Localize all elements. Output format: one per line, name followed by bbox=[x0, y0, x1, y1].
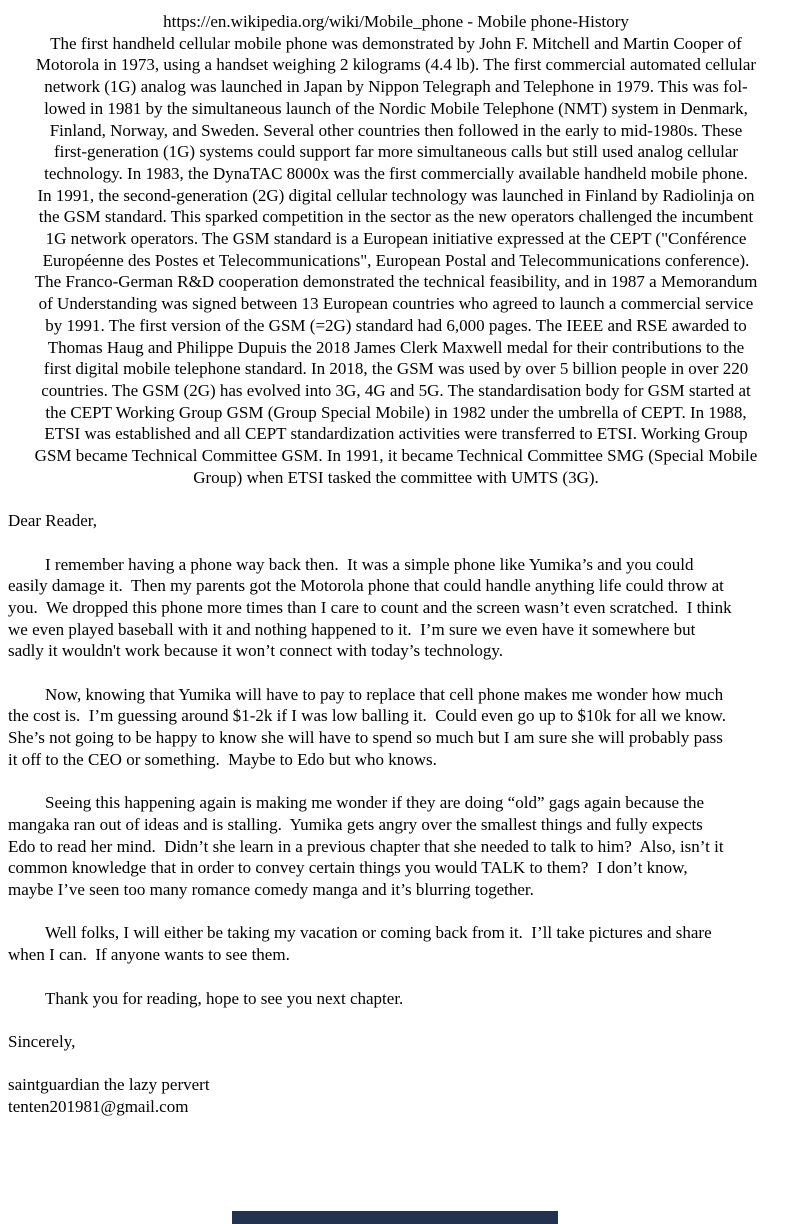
text-line: when I can. If anyone wants to see them. bbox=[8, 945, 290, 965]
letter-paragraph-1 bbox=[8, 554, 784, 663]
text-line: sadly it wouldn't work because it won’t connect with today’s technology. bbox=[8, 641, 504, 661]
text-line: the CEPT Working Group GSM (Group Special Mobile) in 1982 under the umbrella of CEPT. In 1988, bbox=[45, 402, 747, 422]
text-line: technology. In 1983, the DynaTAC 8000x was the first commercially available handheld mobile phone. bbox=[44, 163, 748, 183]
text-line: Edo to read her mind. Didn’t she learn in a previous chapter that she needed to talk to him? Also, isn’t it bbox=[8, 836, 724, 856]
source-url-line: https://en.wikipedia.org/wiki/Mobile_phone - Mobile phone-History bbox=[163, 12, 629, 31]
text-line: Motorola in 1973, using a handset weighing 2 kilograms (4.4 lb). The first commercial automated cellular bbox=[35, 55, 757, 75]
text-line: by 1991. The first version of the GSM (=2G) standard had 6,000 pages. The IEEE and RSE awarded to bbox=[45, 315, 747, 335]
text-line: 1G network operators. The GSM standard is a European initiative expressed at the CEPT ("Conférence bbox=[45, 229, 747, 249]
text-line: Now, knowing that Yumika will have to pay to replace that cell phone makes me wonder how much bbox=[45, 684, 724, 704]
closing: Sincerely, bbox=[8, 1031, 76, 1051]
text-line: we even played baseball with it and nothing happened to it. I’m sure we even have it somewhere but bbox=[8, 619, 696, 639]
text-line: ETSI was established and all CEPT standardization activities were transferred to ETSI. Working Group bbox=[44, 424, 748, 444]
text-line: I remember having a phone way back then. It was a simple phone like Yumika’s and you could bbox=[45, 554, 694, 574]
text-line: network (1G) analog was launched in Japan by Nippon Telegraph and Telephone in 1979. This was fol- bbox=[44, 77, 748, 97]
wikipedia-excerpt bbox=[8, 33, 784, 489]
text-line: it off to the CEO or something. Maybe to Edo but who knows. bbox=[8, 749, 437, 769]
text-line: Thank you for reading, hope to see you next chapter. bbox=[45, 988, 404, 1008]
text-line: common knowledge that in order to convey certain things you would TALK to them? I don’t know, bbox=[8, 858, 688, 878]
text-line: countries. The GSM (2G) has evolved into 3G, 4G and 5G. The standardisation body for GSM started at bbox=[41, 380, 751, 400]
text-line: you. We dropped this phone more times than I care to count and the screen wasn’t even scratched. I think bbox=[8, 597, 732, 617]
text-line: Thomas Haug and Philippe Dupuis the 2018 James Clerk Maxwell medal for their contributions to the bbox=[47, 337, 745, 357]
text-line: Finland, Norway, and Sweden. Several other countries then followed in the early to mid-1980s. These bbox=[49, 120, 743, 140]
text-line: The first handheld cellular mobile phone was demonstrated by John F. Mitchell and Martin Cooper of bbox=[50, 33, 742, 53]
text-line: mangaka ran out of ideas and is stalling. Yumika gets angry over the smallest things and fully expects bbox=[8, 814, 703, 834]
letter-paragraph-3 bbox=[8, 792, 784, 901]
text-line: the cost is. I’m guessing around $1-2k if I was low balling it. Could even go up to $10k for all we know. bbox=[8, 706, 726, 726]
letter-paragraph-5 bbox=[8, 988, 784, 1010]
salutation: Dear Reader, bbox=[8, 511, 97, 531]
signature-block bbox=[8, 1074, 784, 1117]
text-line: The Franco-German R&D cooperation demonstrated the technical feasibility, and in 1987 a Memorandum bbox=[34, 272, 758, 292]
text-line: She’s not going to be happy to know she will have to spend so much but I am sure she will probably pass bbox=[8, 728, 723, 748]
text-line: easily damage it. Then my parents got the Motorola phone that could handle anything life could throw at bbox=[8, 576, 724, 596]
text-line: of Understanding was signed between 13 European countries who agreed to launch a commercial service bbox=[38, 294, 754, 314]
text-line: first digital mobile telephone standard. In 2018, the GSM was used by over 5 billion people in over 220 bbox=[43, 359, 749, 379]
text-line: GSM became Technical Committee GSM. In 1991, it became Technical Committee SMG (Special Mobile bbox=[34, 446, 758, 466]
text-line: Seeing this happening again is making me wonder if they are doing “old” gags again because the bbox=[45, 793, 705, 813]
text-line: maybe I’ve seen too many romance comedy manga and it’s blurring together. bbox=[8, 880, 534, 900]
text-line: Group) when ETSI tasked the committee with UMTS (3G). bbox=[193, 467, 599, 487]
letter-paragraph-4 bbox=[8, 922, 784, 965]
signature-name: saintguardian the lazy pervert bbox=[8, 1075, 210, 1095]
text-line: Européenne des Postes et Telecommunications", European Postal and Telecommunications conference). bbox=[42, 250, 750, 270]
bottom-bar bbox=[232, 1211, 558, 1224]
text-line: the GSM standard. This sparked competition in the sector as the new operators challenged the incumbent bbox=[38, 207, 754, 227]
text-line: lowed in 1981 by the simultaneous launch of the Nordic Mobile Telephone (NMT) system in Denmark, bbox=[44, 98, 748, 118]
signature-email: tenten201981@gmail.com bbox=[8, 1097, 189, 1117]
text-line: first-generation (1G) systems could support far more simultaneous calls but still used analog cellular bbox=[53, 142, 739, 162]
text-line: Well folks, I will either be taking my vacation or coming back from it. I’ll take pictures and share bbox=[45, 923, 712, 943]
text-line: In 1991, the second-generation (2G) digital cellular technology was launched in Finland by Radiolinja on bbox=[37, 185, 755, 205]
letter-paragraph-2 bbox=[8, 684, 784, 771]
